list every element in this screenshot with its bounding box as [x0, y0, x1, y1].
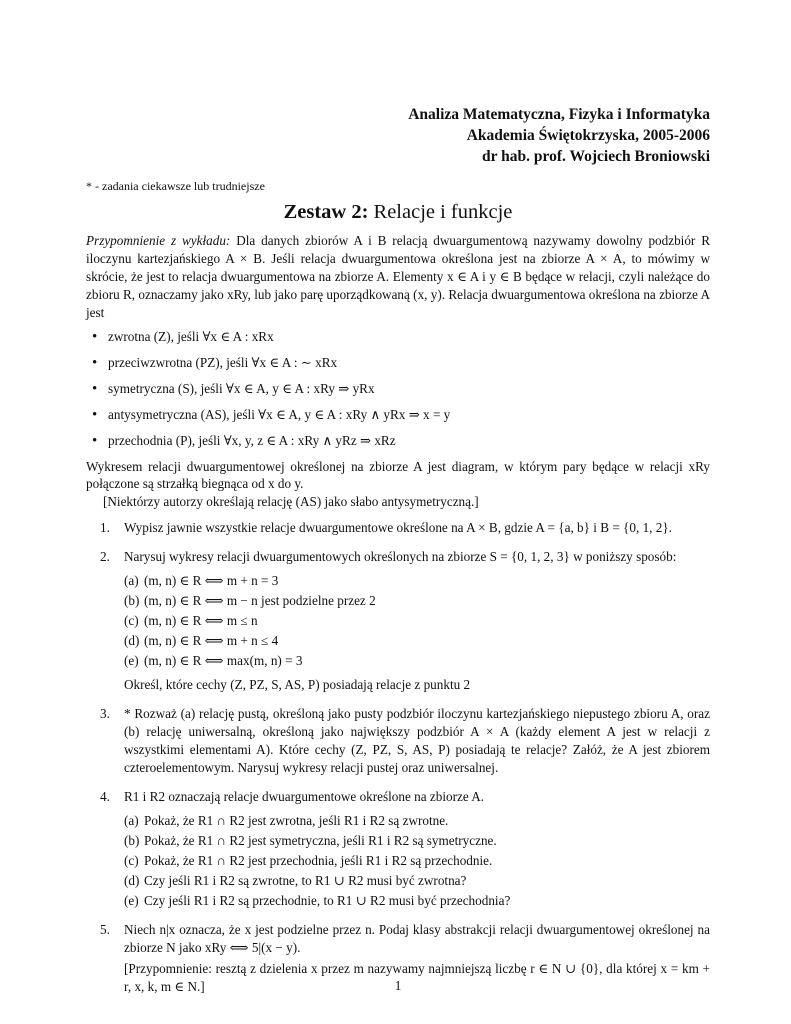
task-text: Narysuj wykresy relacji dwuargumentowych określonych na zbiorze S = {0, 1, 2, 3} w poniższy sposób: [124, 549, 677, 565]
subtask-label: (d) [124, 633, 140, 649]
subtask-item [124, 572, 710, 590]
subtask-text: (m, n) ∈ R ⟺ m ≤ n [144, 613, 258, 629]
subtask-item [124, 812, 710, 830]
intro-paragraph [86, 232, 710, 322]
subtask-label: (e) [124, 653, 139, 669]
task-number: 1. [100, 520, 110, 536]
subtask-item [124, 852, 710, 870]
bracket-note: [Niektórzy autorzy określają relację (AS) jako słabo antysymetryczną.] [103, 494, 479, 510]
task-text: Wypisz jawnie wszystkie relacje dwuargumentowe określone na A × B, gdzie A = {a, b} i B = {0, 1, 2}. [124, 520, 672, 536]
course-title: Analiza Matematyczna, Fizyka i Informatyka [408, 106, 710, 123]
subtask-text: (m, n) ∈ R ⟺ m − n jest podzielne przez 2 [144, 593, 376, 609]
task-item [100, 548, 710, 694]
subtask-item [124, 592, 710, 610]
subtask-text: (m, n) ∈ R ⟺ m + n ≤ 4 [144, 633, 279, 649]
subtask-text: Czy jeśli R1 i R2 są przechodnie, to R1 ∪ R2 musi być przechodnia? [144, 892, 511, 908]
subtask-list [124, 812, 710, 910]
property-item: • symetryczna (S), jeśli ∀x ∈ A, y ∈ A : xRy ⇒ yRx [106, 380, 710, 398]
subtask-label: (b) [124, 832, 140, 848]
subtask-label: (a) [124, 573, 139, 589]
title-subject: Relacje i funkcje [373, 201, 513, 223]
course-header [86, 104, 710, 168]
task-hint: [Przypomnienie: resztą z dzielenia x przez m nazywamy najmniejszą liczbę r ∈ N ∪ {0}, dla której x = km + r, x, k, m ∈ N.] [124, 961, 710, 995]
intro-label: Przypomnienie z wykładu: [86, 233, 231, 248]
subtask-label: (e) [124, 892, 139, 908]
property-item: • zwrotna (Z), jeśli ∀x ∈ A : xRx [106, 328, 710, 346]
task-number: 4. [100, 788, 110, 804]
title-label: Zestaw 2: [283, 201, 369, 223]
task-text: R1 i R2 oznaczają relacje dwuargumentowe określone na zbiorze A. [124, 788, 485, 804]
subtask-label: (b) [124, 593, 140, 609]
task-item [100, 705, 710, 777]
subtask-item [124, 832, 710, 850]
subtask-item [124, 632, 710, 650]
property-item: • przechodnia (P), jeśli ∀x, y, z ∈ A : xRy ∧ yRz ⇒ xRz [106, 432, 710, 450]
subtask-item [124, 892, 710, 910]
subtask-text: Pokaż, że R1 ∩ R2 jest przechodnia, jeśli R1 i R2 są przechodnie. [144, 852, 493, 868]
diagram-definition: Wykresem relacji dwuargumentowej określonej na zbiorze A jest diagram, w którym pary będące w relacji xRy połączone są strzałką biegnąca od x do y. [86, 458, 710, 492]
subtask-list [124, 572, 710, 670]
task-number: 2. [100, 549, 110, 565]
task-item [100, 788, 710, 910]
property-item: • antysymetryczna (AS), jeśli ∀x ∈ A, y ∈ A : xRy ∧ yRx ⇒ x = y [106, 406, 710, 424]
task-number: 3. [100, 706, 110, 722]
subtask-label: (c) [124, 852, 139, 868]
subtask-item [124, 872, 710, 890]
document-body [86, 232, 710, 1007]
task-follow-up: Określ, które cechy (Z, PZ, S, AS, P) posiadają relacje z punktu 2 [124, 677, 471, 693]
subtask-item [124, 612, 710, 630]
subtask-text: Pokaż, że R1 ∩ R2 jest zwrotna, jeśli R1 i R2 są zwrotne. [144, 812, 449, 828]
subtask-item [124, 652, 710, 670]
property-item: • przeciwzwrotna (PZ), jeśli ∀x ∈ A : ∼ xRx [106, 354, 710, 372]
task-list [86, 519, 710, 996]
institution: Akademia Świętokrzyska, 2005-2006 [466, 127, 710, 145]
page-title [86, 199, 710, 227]
difficulty-note: * - zadania ciekawsze lub trudniejsze [86, 179, 265, 193]
task-item [100, 519, 710, 537]
author: dr hab. prof. Wojciech Broniowski [482, 148, 710, 166]
page-number: 1 [394, 978, 402, 993]
task-text: * Rozważ (a) relację pustą, określoną jako pusty podzbiór iloczynu kartezjańskiego niepustego zbioru A, oraz (b) relację uniwersalną, określoną jako największy podzbiór A × A (każdy element A jest w relacji z wszystkimi elementami A). Które cechy (Z, PZ, S, AS, P) posiadają te relacje? Załóż, że A jest zbiorem czteroelementowym. Narysuj wykresy relacji pustej oraz uniwersalnej. [124, 706, 710, 775]
task-number: 5. [100, 921, 110, 937]
subtask-label: (d) [124, 872, 140, 888]
subtask-text: (m, n) ∈ R ⟺ max(m, n) = 3 [144, 653, 303, 669]
subtask-label: (c) [124, 613, 139, 629]
subtask-text: (m, n) ∈ R ⟺ m + n = 3 [144, 573, 279, 589]
property-list [86, 328, 710, 450]
subtask-text: Czy jeśli R1 i R2 są zwrotne, to R1 ∪ R2 musi być zwrotna? [144, 872, 467, 888]
subtask-text: Pokaż, że R1 ∩ R2 jest symetryczna, jeśli R1 i R2 są symetryczne. [144, 832, 497, 848]
intro-text: Dla danych zbiorów A i B relacją dwuargumentową nazywamy dowolny podzbiór R iloczynu kartezjańskiego A × B. Jeśli relacja dwuargumentowa określona jest na zbiorze A × A, to mówimy w skrócie, że jest to relacja dwuargumentowa na zbiorze A. Elementy x ∈ A i y ∈ B będące w relacji, czyli należące do zbioru R, oznaczamy jako xRy, lub jako parę uporządkowaną (x, y). Relacja dwuargumentowa określona na zbiorze A jest [86, 233, 710, 320]
task-text: Niech n|x oznacza, że x jest podzielne przez n. Podaj klasy abstrakcji relacji dwuargumentowej określonej na zbiorze N jako xRy ⟺ 5|(x − y). [124, 921, 710, 955]
subtask-label: (a) [124, 812, 139, 828]
